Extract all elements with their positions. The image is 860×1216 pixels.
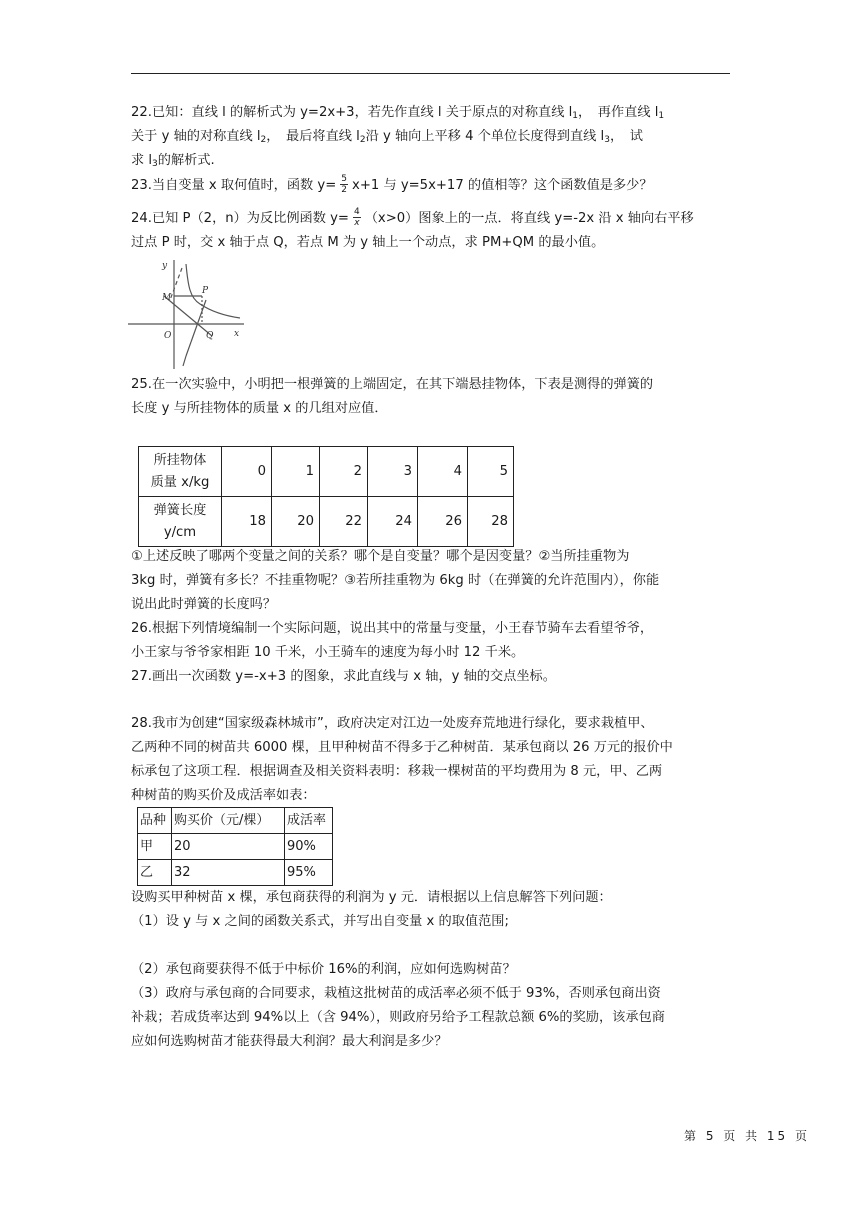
table-cell: 28 xyxy=(468,497,514,547)
fig-label-m: M xyxy=(162,293,172,303)
q24-line-1: 24.已知 P（2，n）为反比例函数 y= $\frac{4}{x}$ （x>0）图象上的一点．将直线 y=-2x 沿 x 轴向右平移 xyxy=(131,206,694,228)
q28-after-6: 应如何选购树苗才能获得最大利润？最大利润是多少？ xyxy=(131,1034,448,1049)
q28-after-3: （2）承包商要获得不低于中标价 16%的利润，应如何选购树苗？ xyxy=(131,962,516,977)
table-header: 购买价（元/棵） xyxy=(172,808,285,834)
question-25 xyxy=(131,373,731,421)
table-cell: 18 xyxy=(222,497,272,547)
q28-line-3: 标承包了这项工程．根据调查及相关资料表明：移栽一棵树苗的平均费用为 8 元，甲、乙两 xyxy=(131,764,663,779)
q22-line-2: 关于 y 轴的对称直线 $l_2$， 最后将直线 $l_2$沿 y 轴向上平移 4 个单位长度得到直线 $l_3$， 试 xyxy=(131,129,643,145)
header-rule xyxy=(131,73,730,74)
q28-after-4: （3）政府与承包商的合同要求，栽植这批树苗的成活率必须不低于 93%，否则承包商出资 xyxy=(131,986,661,1001)
table-cell: 22 xyxy=(320,497,368,547)
fraction-5-over-2: $\frac{5}{2}$ xyxy=(341,173,348,195)
fig-label-y: y xyxy=(162,261,168,271)
table-cell: 乙 xyxy=(138,860,172,886)
q27-line-1: 27.画出一次函数 y=-x+3 的图象，求此直线与 x 轴，y 轴的交点坐标。 xyxy=(131,669,556,684)
q22-line-3: 求 $l_3$的解析式. xyxy=(131,153,215,169)
q25-line-2: 长度 y 与所挂物体的质量 x 的几组对应值． xyxy=(131,401,388,416)
table-header: 品种 xyxy=(138,808,172,834)
shifted-line-lower xyxy=(183,356,186,366)
table-row xyxy=(139,447,514,497)
q25-after-2: 3kg 时，弹簧有多长？不挂重物呢？③若所挂重物为 6kg 时（在弹簧的允许范围内），你能 xyxy=(131,573,660,588)
table-header: 成活率 xyxy=(285,808,333,834)
fig-label-o: O xyxy=(164,331,172,341)
table-cell-head-mass: 所挂物体 质量 x/kg xyxy=(139,447,222,497)
question-27 xyxy=(131,665,731,689)
table-cell: 0 xyxy=(222,447,272,497)
q24-line-2: 过点 P 时，交 x 轴于点 Q，若点 M 为 y 轴上一个动点，求 PM+QM 的最小值。 xyxy=(131,235,605,250)
q23-line-1: 23.当自变量 x 取何值时，函数 y= $\frac{5}{2}$ x+1 与 y=5x+17 的值相等？这个函数值是多少？ xyxy=(131,173,653,195)
q25-after-3: 说出此时弹簧的长度吗？ xyxy=(131,597,277,612)
fig-label-p: P xyxy=(202,286,209,296)
table-header-row xyxy=(138,808,333,834)
question-28 xyxy=(131,712,731,808)
question-22 xyxy=(131,101,731,173)
table-row xyxy=(139,497,514,547)
fig-label-x: x xyxy=(234,329,240,339)
q28-line-2: 乙两种不同的树苗共 6000 棵，且甲种树苗不得多于乙种树苗．某承包商以 26 万元的报价中 xyxy=(131,740,673,755)
fraction-4-over-x: $\frac{4}{x}$ xyxy=(353,206,360,228)
table-cell: 5 xyxy=(468,447,514,497)
table-cell: 20 xyxy=(172,834,285,860)
table-cell: 24 xyxy=(368,497,418,547)
q28-after-1: 设购买甲种树苗 x 棵，承包商获得的利润为 y 元．请根据以上信息解答下列问题： xyxy=(131,890,612,905)
q25-subquestions xyxy=(131,545,731,617)
q28-subquestions-b xyxy=(131,958,731,1054)
table-cell: 32 xyxy=(172,860,285,886)
q28-line-1: 28.我市为创建“国家级森林城市”，政府决定对江边一处废弃荒地进行绿化，要求栽植甲、 xyxy=(131,716,654,731)
hyperbola-curve xyxy=(186,264,240,318)
table-cell: 2 xyxy=(320,447,368,497)
line-y-minus-2x xyxy=(170,268,182,300)
table-cell: 26 xyxy=(418,497,468,547)
q26-line-1: 26.根据下列情境编制一个实际问题，说出其中的常量与变量，小王春节骑车去看望爷爷， xyxy=(131,621,654,636)
page-footer: 第 5 页 共 15 页 xyxy=(684,1129,810,1143)
table-row xyxy=(138,834,333,860)
q25-after-1: ①上述反映了哪两个变量之间的关系？哪个是自变量？哪个是因变量？②当所挂重物为 xyxy=(131,549,630,564)
q26-line-2: 小王家与爷爷家相距 10 千米，小王骑车的速度为每小时 12 千米。 xyxy=(131,645,525,660)
fig-label-q: Q xyxy=(206,331,214,341)
q28-after-2: （1）设 y 与 x 之间的函数关系式，并写出自变量 x 的取值范围; xyxy=(131,914,509,929)
q22-line-1: 22.已知：直线 l 的解析式为 y=2x+3，若先作直线 l 关于原点的对称直线 $l_1$， 再作直线 $l_1$ xyxy=(131,105,665,121)
table-cell-head-length: 弹簧长度 y/cm xyxy=(139,497,222,547)
question-23 xyxy=(131,174,731,198)
q28-subquestions-a xyxy=(131,886,731,934)
question-24 xyxy=(131,207,731,255)
table-row xyxy=(138,860,333,886)
tree-seedling-table xyxy=(137,807,333,886)
table-cell: 1 xyxy=(272,447,320,497)
table-cell: 3 xyxy=(368,447,418,497)
question-26 xyxy=(131,617,731,665)
table-cell: 4 xyxy=(418,447,468,497)
q25-line-1: 25.在一次实验中，小明把一根弹簧的上端固定，在其下端悬挂物体，下表是测得的弹簧的 xyxy=(131,377,654,392)
table-cell: 95% xyxy=(285,860,333,886)
q28-line-4: 种树苗的购买价及成活率如表： xyxy=(131,788,316,803)
table-cell: 甲 xyxy=(138,834,172,860)
table-cell: 90% xyxy=(285,834,333,860)
spring-table xyxy=(138,446,514,547)
q28-after-5: 补栽；若成货率达到 94%以上（含 94%），则政府另给予工程款总额 6%的奖励，该承包商 xyxy=(131,1010,665,1025)
shifted-line-mid xyxy=(186,342,191,356)
q24-figure xyxy=(128,256,246,372)
table-cell: 20 xyxy=(272,497,320,547)
